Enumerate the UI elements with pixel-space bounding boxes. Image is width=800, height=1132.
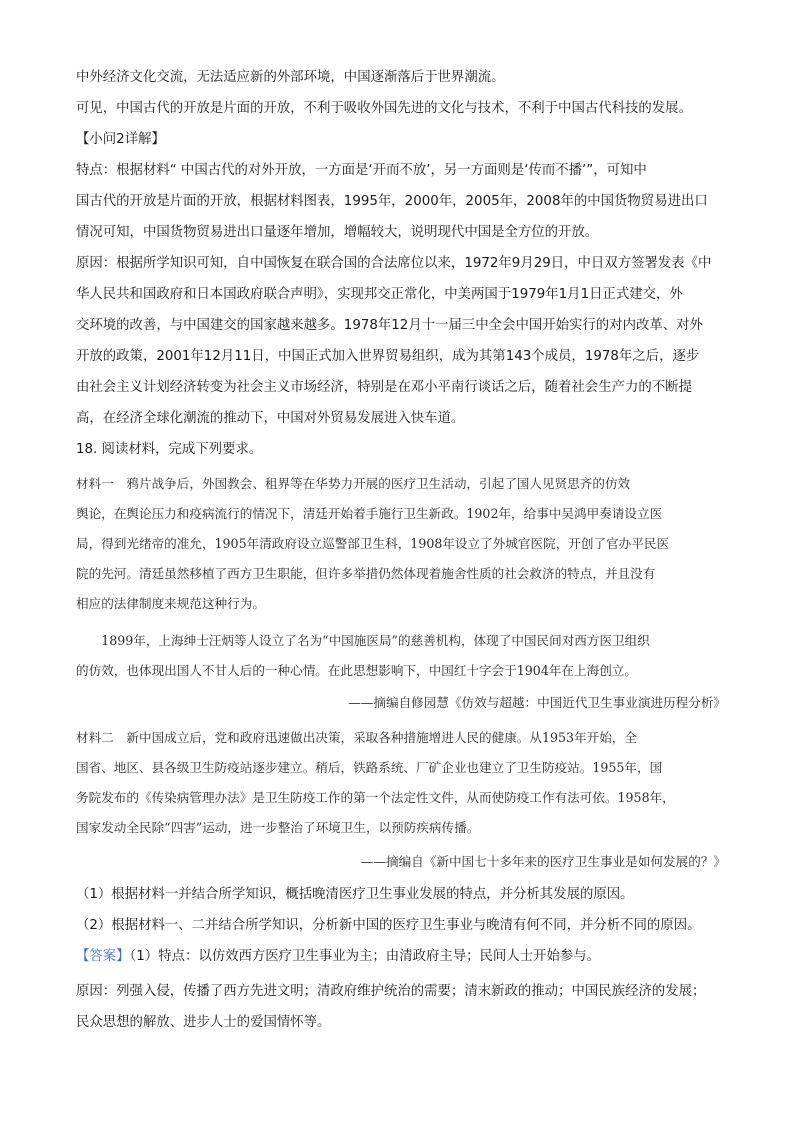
answer-text: （1）特点：以仿效西方医疗卫生事业为主；由清政府主导；民间人士开始参与。 [129,949,601,964]
material-line: 院的先河。清廷虽然移植了西方卫生职能，但许多举措仍然体现着施舍性质的社会救济的特点，并且没有 [76,566,656,581]
material-line: 局，得到光绪帝的准允，1905年清政府设立巡警部卫生科，1908年设立了外城官医院，开创了官办平民医 [76,536,670,551]
text-line: 交环境的改善，与中国建交的国家越来越多。1978年12月十一届三中全会中国开始实行的对内改革、对外 [76,318,703,333]
text-line: 可见，中国古代的开放是片面的开放，不利于吸收外国先进的文化与技术，不利于中国古代科技的发展。 [76,101,692,116]
question-heading: 18. 阅读材料，完成下列要求。 [76,442,263,457]
question-item: （2）根据材料一、二并结合所学知识，分析新中国的医疗卫生事业与晚清有何不同，并分析不同的原因。 [76,918,701,933]
text-line: 原因：根据所学知识可知，自中国恢复在联合国的合法席位以来，1972年9月29日，中日双方签署发表《中 [76,256,712,271]
material-line: 材料二 新中国成立后，党和政府迅速做出决策，采取各种措施增进人民的健康。从1953年开始，全 [76,730,637,745]
material-line: 务院发布的《传染病管理办法》是卫生防疫工作的第一个法定性文件，从而使防疫工作有法可依。1958年， [76,790,675,805]
answer-tag: 【答案】 [76,949,130,964]
text-line: 开放的政策，2001年12月11日，中国正式加入世界贸易组织，成为其第143个成员，1978年之后，逐步 [76,349,700,364]
material-source: ——摘编自修园慧《仿效与超越：中国近代卫生事业演进历程分析》 [348,695,726,710]
text-line: 华人民共和国政府和日本国政府联合声明》，实现邦交正常化，中美两国于1979年1月1日正式建交，外 [76,287,683,302]
text-line: 中外经济文化交流，无法适应新的外部环境，中国逐渐落后于世界潮流。 [76,70,505,85]
material-line: 的仿效，也体现出国人不甘人后的一种心情。在此思想影响下，中国红十字会于1904年在上海创立。 [76,663,637,678]
material-line: 相应的法律制度来规范这种行为。 [76,596,265,611]
answer-line: 原因：列强入侵，传播了西方先进文明；清政府维护统治的需要；清末新政的推动；中国民族经济的发展； [76,984,706,999]
text-line: 国古代的开放是片面的开放，根据材料图表，1995年，2000年，2005年，2008年的中国货物贸易进出口 [76,194,708,209]
material-source: ——摘编自《新中国七十多年来的医疗卫生事业是如何发展的？》 [360,854,726,869]
material-line: 国家发动全民除“四害”运动，进一步整治了环境卫生，以预防疾病传播。 [76,820,480,835]
text-line: 情况可知，中国货物贸易进出口量逐年增加，增幅较大，说明现代中国是全方位的开放。 [76,225,599,240]
text-line: 由社会主义计划经济转变为社会主义市场经济，特别是在邓小平南行谈话之后，随着社会生产力的不断提 [76,380,692,395]
material-line: 国省、地区、县各级卫生防疫站逐步建立。稍后，铁路系统、厂矿企业也建立了卫生防疫站。1955年，国 [76,760,663,775]
text-line: 高，在经济全球化潮流的推动下，中国对外贸易发展进入快车道。 [76,411,465,426]
text-line: 特点：根据材料“ 中国古代的对外开放，一方面是‘开而不放’，另一方面则是‘传而不播’”，可知中 [76,163,647,178]
answer-line: 民众思想的解放、进步人士的爱国情怀等。 [76,1015,331,1030]
section-heading: 【小问2详解】 [76,132,165,147]
material-line: 材料一 鸦片战争后，外国教会、租界等在华势力开展的医疗卫生活动，引起了国人见贤思齐的仿效 [76,476,631,491]
material-line: 1899年，上海绅士汪炳等人设立了名为“中国施医局”的慈善机构，体现了中国民间对西方医卫组织 [76,633,650,648]
question-item: （1）根据材料一并结合所学知识，概括晚清医疗卫生事业发展的特点，并分析其发展的原因。 [76,887,634,902]
material-line: 舆论，在舆论压力和疫病流行的情况下，清廷开始着手施行卫生新政。1902年，给事中吴鸿甲奏请设立医 [76,506,663,521]
answer-line [76,948,726,966]
